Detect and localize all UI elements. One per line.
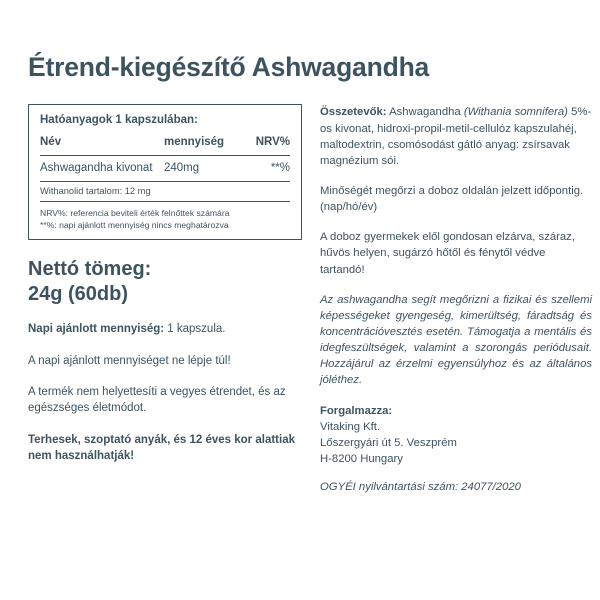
storage-paragraph: A doboz gyermekek elől gondosan elzárva, száraz, hűvös helyen, sugárzó hőtől és fénytől védve tartandó!	[320, 231, 575, 276]
daily-dose-label: Napi ajánlott mennyiség:	[28, 323, 165, 336]
footnote-nrv: NRV%: referencia beviteli érték felnőttek számára	[40, 207, 230, 218]
composition-latin-name: (Withania somnifera)	[463, 106, 568, 119]
diet-notice: A termék nem helyettesíti a vegyes étrendet, és az egészséges életmódot.	[28, 385, 286, 415]
distributor-street: Lőszergyári út 5. Veszprém	[320, 436, 457, 449]
table-footnotes	[40, 202, 290, 232]
table-row	[40, 156, 290, 182]
net-weight	[28, 257, 302, 306]
column-header-amount: mennyiség	[164, 136, 225, 149]
best-before-paragraph: Minőségét megőrzi a doboz oldalán jelzett időpontig. (nap/hó/év)	[320, 185, 584, 214]
cell-name: Ashwagandha kivonat	[40, 161, 153, 174]
page-title: Étrend-kiegészítő Ashwagandha	[28, 52, 430, 82]
table-subnote: Withanolid tartalom: 12 mg	[40, 182, 290, 202]
column-header-nrv: NRV%	[255, 136, 290, 149]
column-header-name: Név	[40, 136, 62, 149]
cell-amount: 240mg	[164, 161, 200, 174]
daily-dose-value: 1 kapszula.	[164, 323, 226, 336]
table-header-row	[40, 135, 290, 156]
left-column	[28, 104, 302, 464]
composition-paragraph	[320, 104, 592, 169]
registration-number: OGYÉI nyilvántartási szám: 24077/2020	[320, 481, 521, 494]
distributor-company: Vitaking Kft.	[320, 420, 381, 433]
net-weight-label: Nettó tömeg:	[28, 258, 152, 281]
composition-text-1: Ashwagandha	[386, 106, 464, 119]
dose-warning: A napi ajánlott mennyiséget ne lépje túl!	[28, 354, 231, 367]
ingredients-heading: Hatóanyagok 1 kapszulában:	[40, 114, 198, 127]
composition-label: Összetevők:	[320, 106, 387, 119]
ingredients-table	[28, 104, 302, 240]
distributor-country: H-8200 Hungary	[320, 453, 403, 465]
content-columns	[28, 104, 592, 494]
health-claim-paragraph: Az ashwagandha segít megőrizni a fizikai és szellemi képességeket gyengeség, kimerültség, fáradtság és koncentrációvesztés esetén. Támogatja a mentális és idegfeszültségek, valamint a szorongás periódusait. Hozzájárul az érzelmi egyensúlyhoz és az általános jóléthez.	[320, 293, 592, 387]
net-weight-value: 24g (60db)	[28, 282, 129, 305]
cell-nrv: **%	[270, 161, 290, 174]
pregnancy-warning: Terhesek, szoptató anyák, és 12 éves kor alattiak nem használhatják!	[28, 433, 295, 462]
daily-dose	[28, 321, 302, 337]
distributor-block	[320, 403, 592, 468]
distributor-label: Forgalmazza:	[320, 404, 393, 417]
footnote-asterisk: **%: napi ajánlott mennyiség nincs meghatározva	[40, 219, 229, 230]
right-column	[320, 104, 592, 493]
composition-text-2: 5%-os kivonat, hidroxi-propil-metil-cellulóz kapszulahéj, maltodextrin, csomósodást gátló anyag: zsírsavak magnézium sói.	[320, 106, 592, 167]
